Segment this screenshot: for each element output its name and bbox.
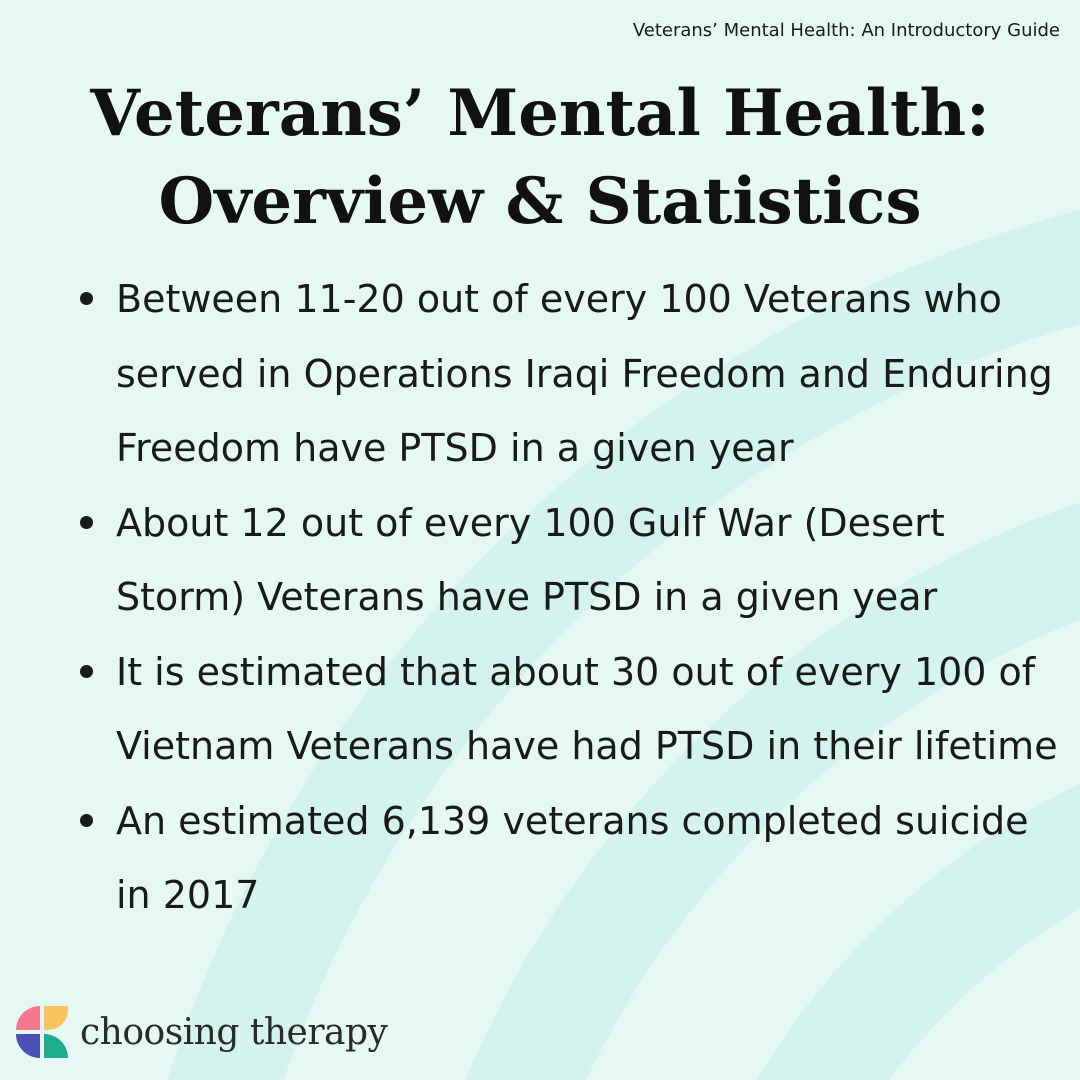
title-line-2: Overview & Statistics xyxy=(158,164,922,239)
bullet-dot-icon xyxy=(80,516,93,529)
statistic-item xyxy=(76,635,1066,784)
bullet-dot-icon xyxy=(80,814,93,827)
header-caption: Veterans’ Mental Health: An Introductory Guide xyxy=(632,20,1060,41)
statistic-text: About 12 out of every 100 Gulf War (Desert Storm) Veterans have PTSD in a given year xyxy=(116,500,945,619)
page-title xyxy=(0,70,1080,246)
bullet-dot-icon xyxy=(80,665,93,678)
choosing-therapy-logo-icon xyxy=(14,1004,70,1060)
statistic-text: Between 11-20 out of every 100 Veterans who served in Operations Iraqi Freedom and Enduring Freedom have PTSD in a given year xyxy=(116,277,1053,470)
title-line-1: Veterans’ Mental Health: xyxy=(90,76,990,151)
statistic-text: It is estimated that about 30 out of every 100 of Vietnam Veterans have had PTSD in their lifetime xyxy=(116,649,1058,768)
brand-name: choosing therapy xyxy=(80,1011,388,1053)
statistic-item xyxy=(76,784,1066,933)
statistic-text: An estimated 6,139 veterans completed suicide in 2017 xyxy=(116,798,1029,917)
statistic-item xyxy=(76,486,1066,635)
statistic-item xyxy=(76,262,1066,486)
brand xyxy=(14,1004,387,1060)
bullet-dot-icon xyxy=(80,292,93,305)
statistics-list xyxy=(76,262,1066,933)
